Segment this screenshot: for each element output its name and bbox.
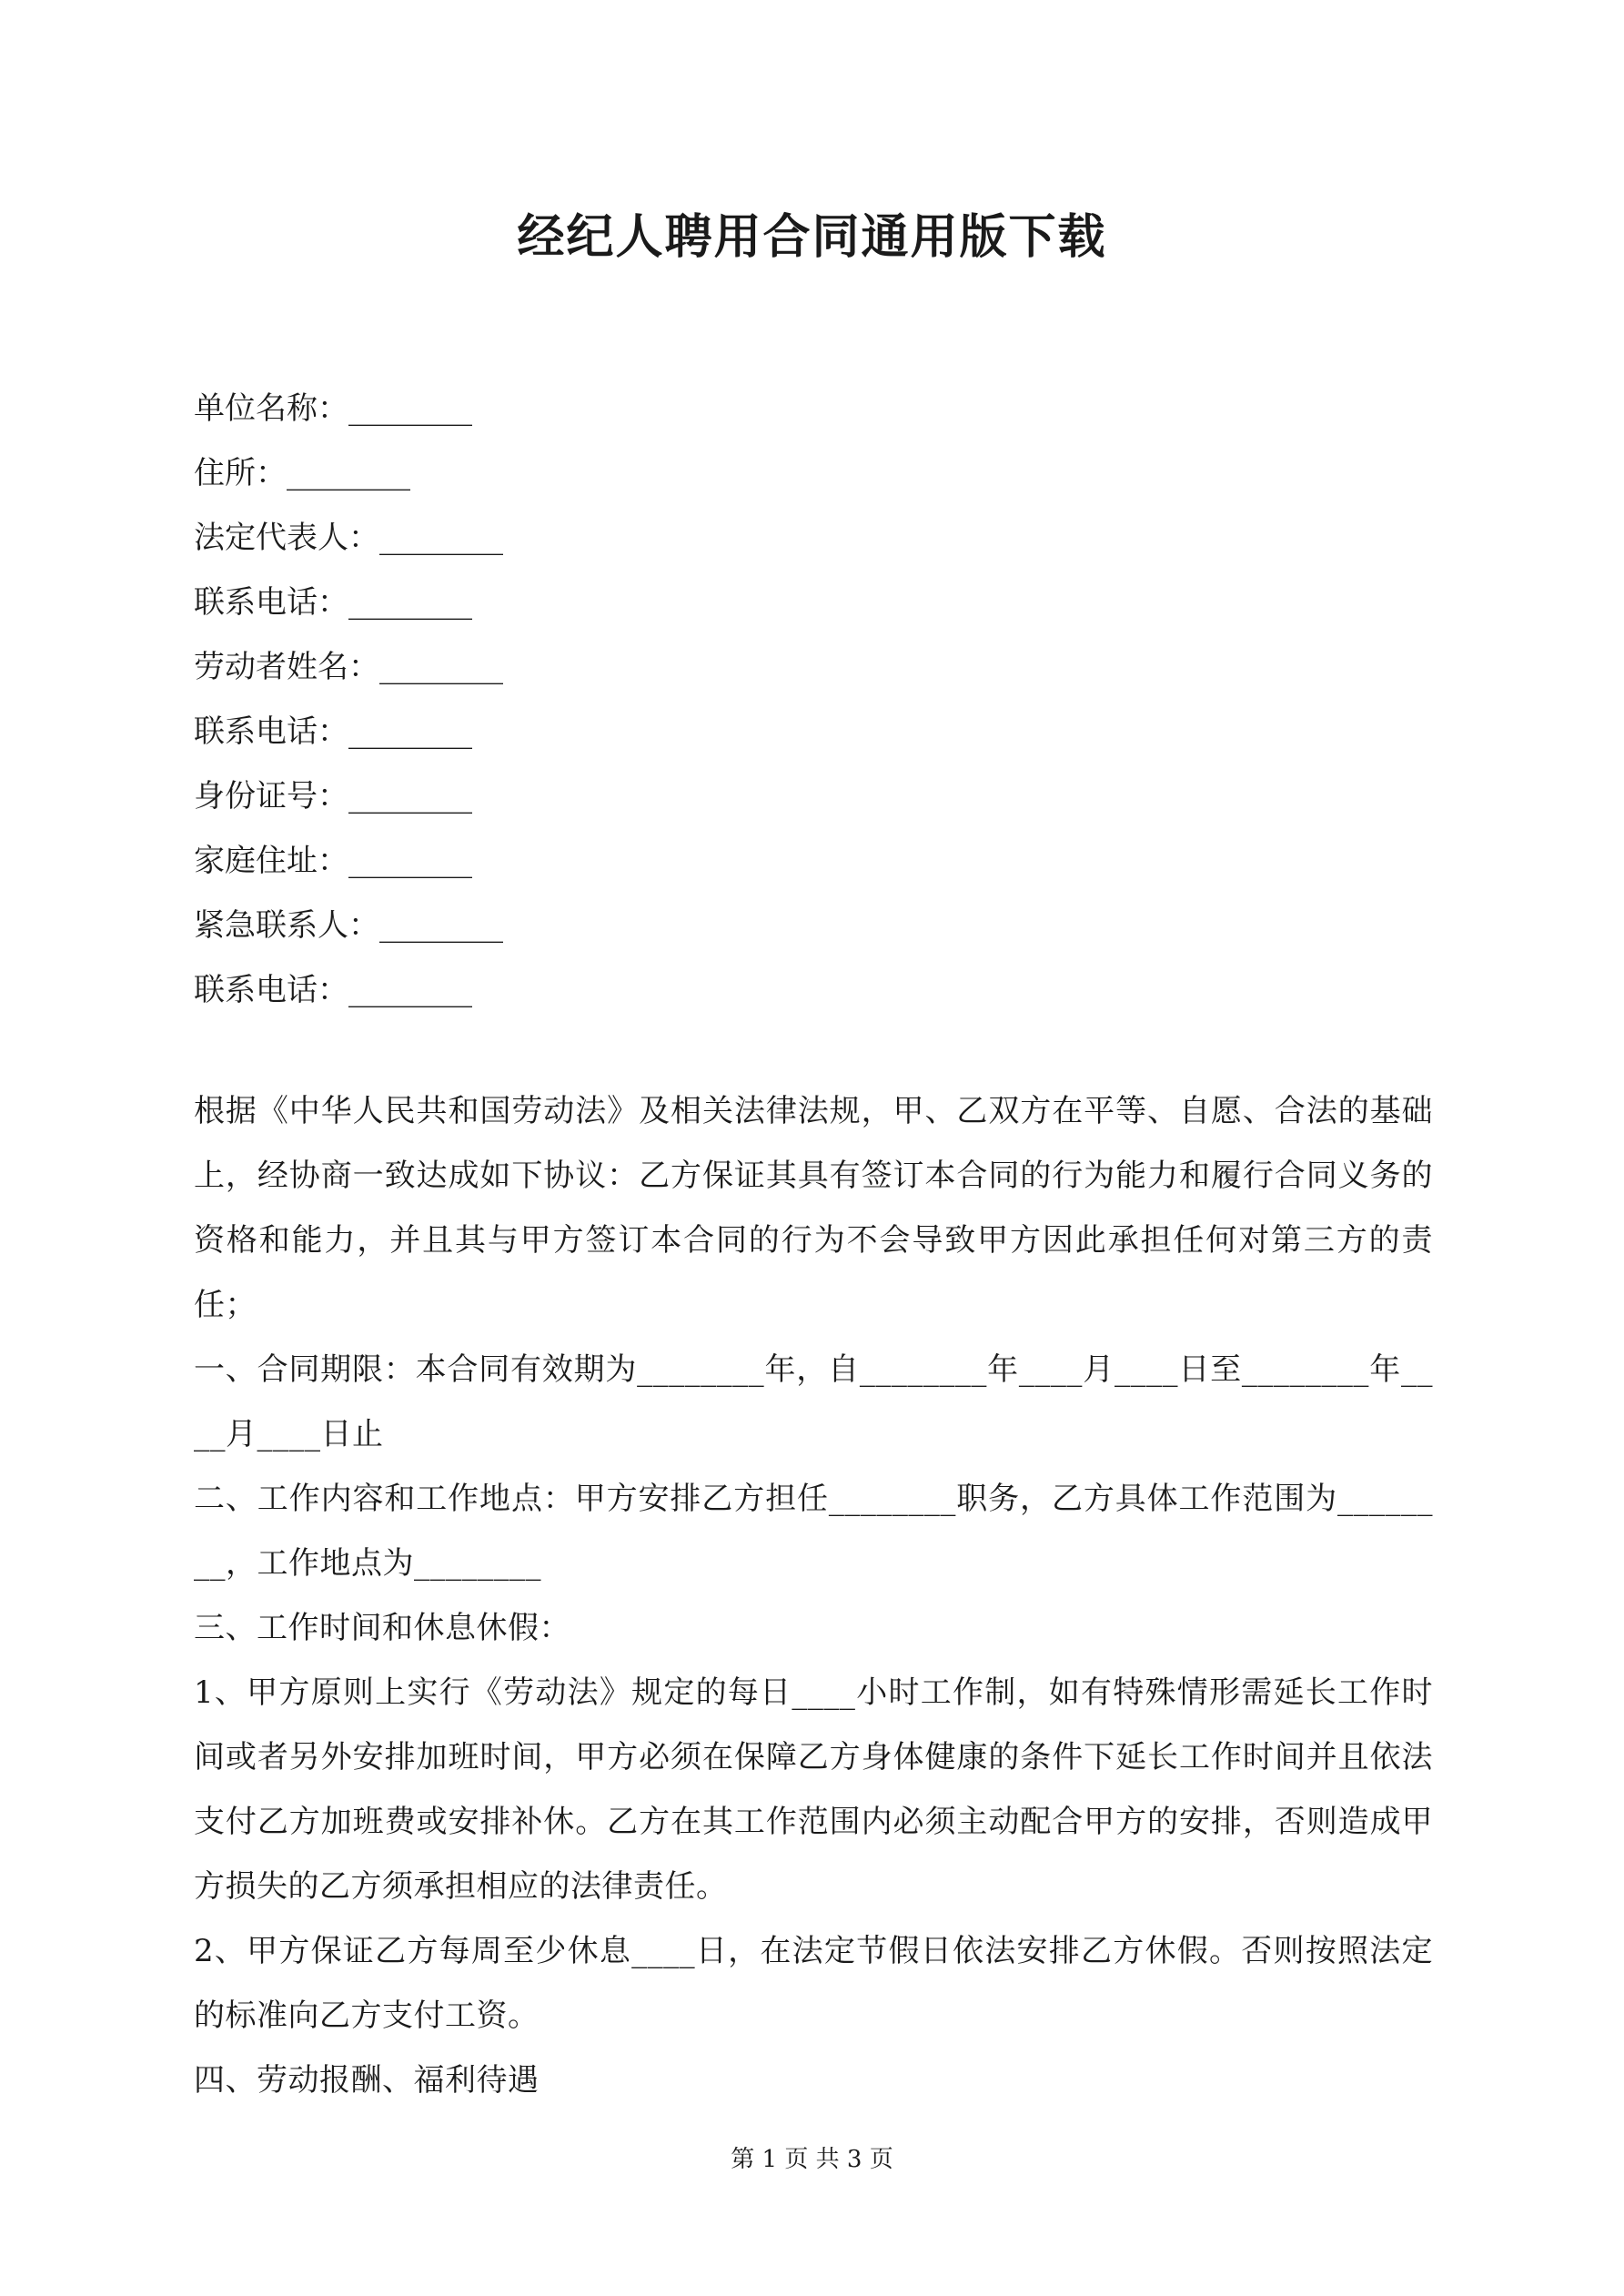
clause-contract-term: 一、合同期限：本合同有效期为________年，自________年____月____日至________年____月____日止 [194, 1351, 1433, 1452]
field-home-address: 家庭住址：________ [194, 843, 472, 879]
field-legal-representative: 法定代表人：________ [194, 520, 503, 556]
clause-work-content: 二、工作内容和工作地点：甲方安排乙方担任________职务，乙方具体工作范围为________，工作地点为________ [194, 1481, 1433, 1582]
document-title: 经纪人聘用合同通用版下载 [517, 209, 1107, 265]
clause-remuneration-heading: 四、劳动报酬、福利待遇 [194, 2062, 540, 2099]
field-company-phone: 联系电话：________ [194, 584, 472, 621]
preamble-paragraph: 根据《中华人民共和国劳动法》及相关法律法规，甲、乙双方在平等、自愿、合法的基础上，经协商一致达成如下协议：乙方保证其具有签订本合同的行为能力和履行合同义务的资格和能力，并且其与甲方签订本合同的行为不会导致甲方因此承担任何对第三方的责任； [194, 1093, 1433, 1323]
field-worker-name: 劳动者姓名：________ [194, 649, 503, 685]
field-address: 住所：________ [194, 455, 410, 491]
clause-work-hours-item-2: 2、甲方保证乙方每周至少休息____日，在法定节假日依法安排乙方休假。否则按照法定的标准向乙方支付工资。 [194, 1933, 1433, 2034]
page-number: 第 1 页 共 3 页 [731, 2146, 893, 2173]
party-info-fields [194, 377, 1431, 1023]
field-id-number: 身份证号：________ [194, 778, 472, 814]
field-emergency-contact: 紧急联系人：________ [194, 907, 503, 944]
field-worker-phone: 联系电话：________ [194, 713, 472, 750]
field-company-name: 单位名称：________ [194, 390, 472, 427]
field-emergency-phone: 联系电话：________ [194, 972, 472, 1008]
clause-work-hours-heading: 三、工作时间和休息休假： [194, 1610, 570, 1646]
contract-body [194, 1079, 1433, 2113]
clause-work-hours-item-1: 1、甲方原则上实行《劳动法》规定的每日____小时工作制，如有特殊情形需延长工作时间或者另外安排加班时间，甲方必须在保障乙方身体健康的条件下延长工作时间并且依法支付乙方加班费或安排补休。乙方在其工作范围内必须主动配合甲方的安排，否则造成甲方损失的乙方须承担相应的法律责任。 [194, 1674, 1433, 1905]
